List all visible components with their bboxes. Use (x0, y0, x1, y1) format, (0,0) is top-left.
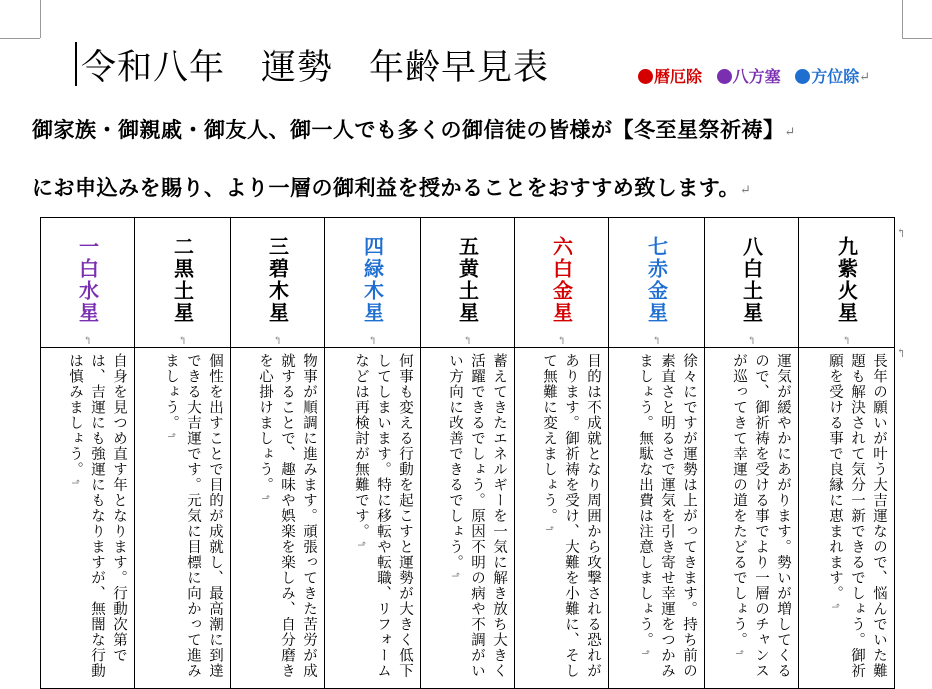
legend-item-happo-fusagari (717, 64, 781, 87)
crop-mark-top-right (902, 38, 932, 39)
star-name: 四緑木星 (360, 236, 385, 324)
row-end-mark-icon: ↰ (896, 346, 907, 360)
fortune-description: 目的は不成就となり周囲から攻撃される恐れがあります。御祈祷を受け、大難を小難に、そして無難に変えましょう。↰ (541, 353, 601, 679)
intro-line-1[interactable]: 御家族・御親戚・御友人、御一人でも多くの御信徒の皆様が【冬至星祭祈祷】↵ (32, 117, 796, 142)
legend (638, 64, 870, 87)
crop-mark-top-left-vertical (40, 0, 41, 38)
star-name: 八白土星 (739, 236, 764, 324)
title-row (75, 40, 915, 90)
cell-mark-icon: ↰ (177, 334, 188, 347)
description-cell[interactable] (135, 348, 231, 689)
description-cell[interactable] (705, 348, 799, 689)
row-end-mark-icon: ↰ (896, 226, 907, 240)
red-circle-icon (638, 69, 653, 84)
description-cell[interactable] (421, 348, 515, 689)
star-name: 三碧木星 (265, 236, 290, 324)
text-cursor (75, 42, 77, 86)
cell-mark-icon: ↰ (556, 334, 567, 347)
star-name: 一白水星 (75, 236, 100, 324)
description-cell[interactable] (609, 348, 705, 689)
cell-mark-icon: ↰ (462, 334, 473, 347)
fortune-table (40, 217, 895, 689)
description-cell[interactable] (41, 348, 135, 689)
description-cell[interactable] (799, 348, 895, 689)
star-cell[interactable] (135, 218, 231, 348)
cell-mark-icon: ↰ (746, 334, 757, 347)
fortune-description: 徐々にですが運勢は上がってきます。持ち前の素直さと明るさで運気を引き寄せ幸運をつかみましょう。無駄な出費は注意しましょう。↰ (637, 353, 697, 679)
paragraph-mark-icon: ↵ (740, 183, 752, 198)
legend-label: 暦厄除 (654, 67, 703, 86)
legend-item-yakuyoke (638, 64, 702, 87)
star-cell[interactable] (325, 218, 421, 348)
star-name-row (41, 218, 895, 348)
paragraph-mark-icon: ↵ (784, 125, 796, 140)
star-cell[interactable] (421, 218, 515, 348)
star-cell[interactable] (515, 218, 609, 348)
intro-line-2[interactable]: にお申込みを賜り、より一層の御利益を授かることをおすすめ致します。↵ (32, 175, 752, 200)
paragraph-mark-icon: ↵ (859, 70, 871, 85)
description-cell[interactable] (325, 348, 421, 689)
star-cell[interactable] (609, 218, 705, 348)
cell-mark-icon: ↰ (367, 334, 378, 347)
cell-mark-icon: ↰ (82, 334, 93, 347)
purple-circle-icon (717, 69, 732, 84)
fortune-description: 蓄えてきたエネルギーを一気に解き放ち大きく活躍できるでしょう。原因不明の病や不調がいい方向に改善できるでしょう。↰ (447, 353, 507, 679)
cell-mark-icon: ↰ (841, 334, 852, 347)
fortune-description: 自身を見つめ直す年となります。行動次第では、吉運にも強運にもなりますが、無闇な行動は慎みましょう。↰ (67, 353, 127, 679)
description-row (41, 348, 895, 689)
legend-label: 八方塞 (732, 67, 781, 86)
fortune-description: 運気が緩やかにあがります。勢いが増してくるので、御祈祷を受ける事でより一層のチャンスが巡ってきて幸運の道をたどるでしょう。↰ (731, 353, 791, 679)
blue-circle-icon (795, 69, 810, 84)
star-name: 五黄土星 (455, 236, 480, 324)
crop-mark-top-left (0, 38, 40, 39)
fortune-description: 個性を出すことで目的が成就し、最高潮に到達できる大吉運です。元気に目標に向かって進みましょう。↰ (163, 353, 223, 679)
star-name: 二黒土星 (170, 236, 195, 324)
cell-mark-icon: ↰ (272, 334, 283, 347)
star-name: 九紫火星 (834, 236, 859, 324)
fortune-description: 物事が順調に進みます。頑張ってきた苦労が成就することで、趣味や娯楽を楽しみ、自分磨きを心掛けましょう。↰ (257, 353, 317, 679)
cell-mark-icon: ↰ (651, 334, 662, 347)
star-name: 六白金星 (549, 236, 574, 324)
star-cell[interactable] (41, 218, 135, 348)
fortune-description: 長年の願いが叶う大吉運なので、悩んでいた難題も解決されて気分一新できるでしょう。御祈願を受ける事で良縁に恵まれます。↰ (827, 353, 887, 679)
description-cell[interactable] (515, 348, 609, 689)
legend-label: 方位除 (811, 67, 860, 86)
star-cell[interactable] (231, 218, 325, 348)
star-cell[interactable] (705, 218, 799, 348)
star-name: 七赤金星 (644, 236, 669, 324)
document-title[interactable]: 令和八年 運勢 年齢早見表 (81, 48, 550, 88)
description-cell[interactable] (231, 348, 325, 689)
fortune-description: 何事も変える行動を起こすと運勢が大きく低下してしまいます。特に移転や転職、リフォームなどは再検討が無難です。↰ (353, 353, 413, 679)
star-cell[interactable] (799, 218, 895, 348)
legend-item-houiyoke (795, 64, 870, 87)
crop-mark-top-right-vertical (902, 0, 903, 38)
